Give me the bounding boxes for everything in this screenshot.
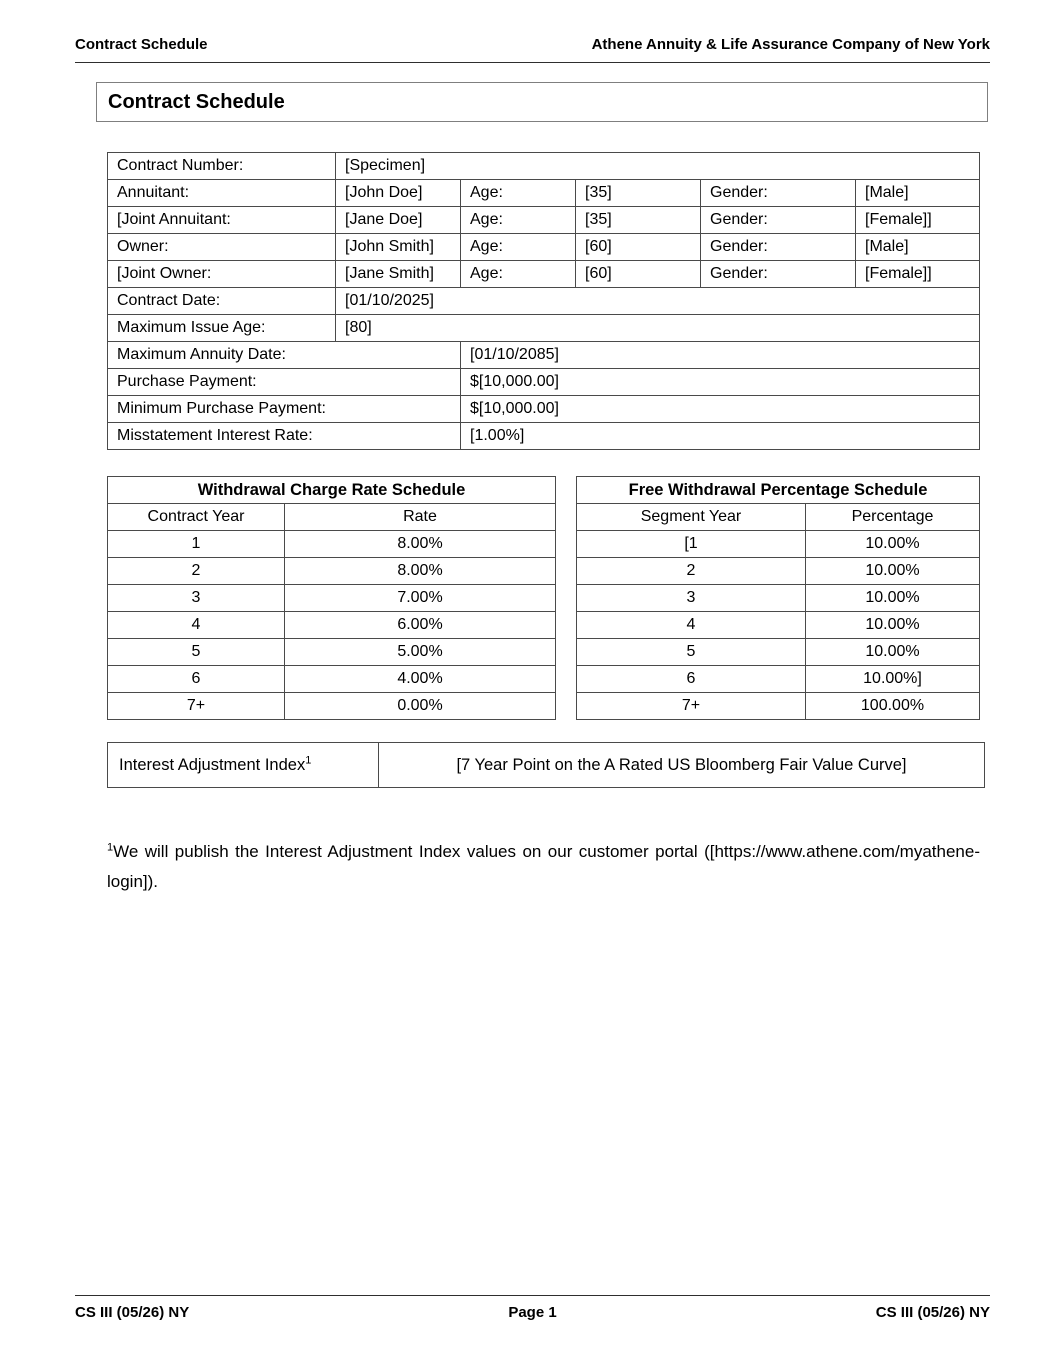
annuitant-gender-label: Gender: [701, 180, 856, 207]
footnote-marker: 1 [107, 841, 114, 854]
interest-adjustment-footnote-marker: 1 [305, 754, 312, 766]
annuitant-label: Annuitant: [108, 180, 336, 207]
annuitant-age-label: Age: [461, 180, 576, 207]
owner-age-value: [60] [576, 234, 701, 261]
table-row [108, 693, 556, 720]
table-row [108, 234, 980, 261]
header-company-name: Athene Annuity & Life Assurance Company of New York [591, 36, 990, 53]
owner-name: [John Smith] [336, 234, 461, 261]
rate-cell: 8.00% [285, 558, 556, 585]
segment-year-cell: [1 [577, 531, 806, 558]
table-row [108, 423, 980, 450]
table-row [577, 612, 980, 639]
table-row [577, 558, 980, 585]
joint-annuitant-age-value: [35] [576, 207, 701, 234]
percentage-cell: 10.00% [806, 558, 980, 585]
maximum-issue-age-value: [80] [336, 315, 980, 342]
table-row [108, 369, 980, 396]
joint-annuitant-name: [Jane Doe] [336, 207, 461, 234]
table-row [108, 612, 556, 639]
table-row [108, 585, 556, 612]
table-row [108, 639, 556, 666]
footer-left-form-number: CS III (05/26) NY [75, 1304, 190, 1321]
maximum-issue-age-label: Maximum Issue Age: [108, 315, 336, 342]
percentage-header: Percentage [806, 504, 980, 531]
rate-cell: 7.00% [285, 585, 556, 612]
joint-owner-label: [Joint Owner: [108, 261, 336, 288]
interest-adjustment-label-text: Interest Adjustment Index [119, 755, 306, 774]
table-row [577, 639, 980, 666]
table-row [108, 315, 980, 342]
owner-gender-value: [Male] [856, 234, 980, 261]
header-rule [75, 62, 990, 63]
segment-year-cell: 5 [577, 639, 806, 666]
rate-cell: 5.00% [285, 639, 556, 666]
percentage-cell: 100.00% [806, 693, 980, 720]
maximum-annuity-date-value: [01/10/2085] [461, 342, 980, 369]
interest-adjustment-index-label [108, 743, 379, 787]
minimum-purchase-payment-label: Minimum Purchase Payment: [108, 396, 461, 423]
purchase-payment-value: $[10,000.00] [461, 369, 980, 396]
percentage-cell: 10.00%] [806, 666, 980, 693]
annuitant-age-value: [35] [576, 180, 701, 207]
segment-year-cell: 3 [577, 585, 806, 612]
rate-cell: 6.00% [285, 612, 556, 639]
joint-annuitant-gender-value: [Female]] [856, 207, 980, 234]
contract-year-cell: 6 [108, 666, 285, 693]
table-row [577, 504, 980, 531]
table-row [577, 693, 980, 720]
annuitant-gender-value: [Male] [856, 180, 980, 207]
table-row [577, 585, 980, 612]
table-row [108, 558, 556, 585]
joint-owner-gender-label: Gender: [701, 261, 856, 288]
segment-year-cell: 4 [577, 612, 806, 639]
joint-owner-gender-value: [Female]] [856, 261, 980, 288]
joint-annuitant-label: [Joint Annuitant: [108, 207, 336, 234]
segment-year-header: Segment Year [577, 504, 806, 531]
table-row [108, 288, 980, 315]
contract-year-cell: 5 [108, 639, 285, 666]
contract-year-cell: 2 [108, 558, 285, 585]
contract-number-value: [Specimen] [336, 153, 980, 180]
table-row [108, 396, 980, 423]
page-title: Contract Schedule [108, 90, 285, 113]
owner-gender-label: Gender: [701, 234, 856, 261]
owner-age-label: Age: [461, 234, 576, 261]
purchase-payment-label: Purchase Payment: [108, 369, 461, 396]
footnote [107, 837, 980, 897]
table-row [108, 153, 980, 180]
segment-year-cell: 7+ [577, 693, 806, 720]
percentage-cell: 10.00% [806, 639, 980, 666]
joint-annuitant-gender-label: Gender: [701, 207, 856, 234]
interest-adjustment-index-value: [7 Year Point on the A Rated US Bloomberg Fair Value Curve] [456, 755, 907, 774]
footer-page-number: Page 1 [508, 1304, 557, 1321]
table-row [108, 531, 556, 558]
contract-year-cell: 3 [108, 585, 285, 612]
footnote-text: We will publish the Interest Adjustment Index values on our customer portal ([https://www.athene.com/myathene-login]). [107, 842, 980, 891]
rate-cell: 4.00% [285, 666, 556, 693]
rate-cell: 0.00% [285, 693, 556, 720]
title-box [96, 82, 988, 122]
contract-date-label: Contract Date: [108, 288, 336, 315]
joint-annuitant-age-label: Age: [461, 207, 576, 234]
contract-date-value: [01/10/2025] [336, 288, 980, 315]
segment-year-cell: 2 [577, 558, 806, 585]
page-header [75, 0, 990, 53]
table-row [108, 207, 980, 234]
segment-year-cell: 6 [577, 666, 806, 693]
table-row [577, 666, 980, 693]
joint-owner-age-label: Age: [461, 261, 576, 288]
percentage-cell: 10.00% [806, 612, 980, 639]
contract-year-cell: 4 [108, 612, 285, 639]
owner-label: Owner: [108, 234, 336, 261]
minimum-purchase-payment-value: $[10,000.00] [461, 396, 980, 423]
withdrawal-charge-table-title: Withdrawal Charge Rate Schedule [108, 477, 556, 504]
misstatement-interest-rate-label: Misstatement Interest Rate: [108, 423, 461, 450]
header-left-text: Contract Schedule [75, 36, 208, 53]
table-row [108, 180, 980, 207]
page-footer [75, 1295, 990, 1321]
footer-right-form-number: CS III (05/26) NY [875, 1304, 990, 1321]
maximum-annuity-date-label: Maximum Annuity Date: [108, 342, 461, 369]
contract-year-cell: 1 [108, 531, 285, 558]
rate-header: Rate [285, 504, 556, 531]
table-row [577, 531, 980, 558]
annuitant-name: [John Doe] [336, 180, 461, 207]
contract-details-table [107, 152, 980, 450]
misstatement-interest-rate-value: [1.00%] [461, 423, 980, 450]
free-withdrawal-percentage-table [576, 476, 980, 720]
percentage-cell: 10.00% [806, 585, 980, 612]
schedule-tables-section [107, 476, 980, 720]
table-row [108, 261, 980, 288]
free-withdrawal-table-title: Free Withdrawal Percentage Schedule [577, 477, 980, 504]
table-row [108, 477, 556, 504]
withdrawal-charge-rate-table [107, 476, 556, 720]
rate-cell: 8.00% [285, 531, 556, 558]
table-row [108, 342, 980, 369]
joint-owner-age-value: [60] [576, 261, 701, 288]
joint-owner-name: [Jane Smith] [336, 261, 461, 288]
table-row [108, 666, 556, 693]
table-row [108, 504, 556, 531]
contract-year-header: Contract Year [108, 504, 285, 531]
contract-year-cell: 7+ [108, 693, 285, 720]
contract-number-label: Contract Number: [108, 153, 336, 180]
table-row [577, 477, 980, 504]
percentage-cell: 10.00% [806, 531, 980, 558]
interest-adjustment-index-box [107, 742, 985, 788]
